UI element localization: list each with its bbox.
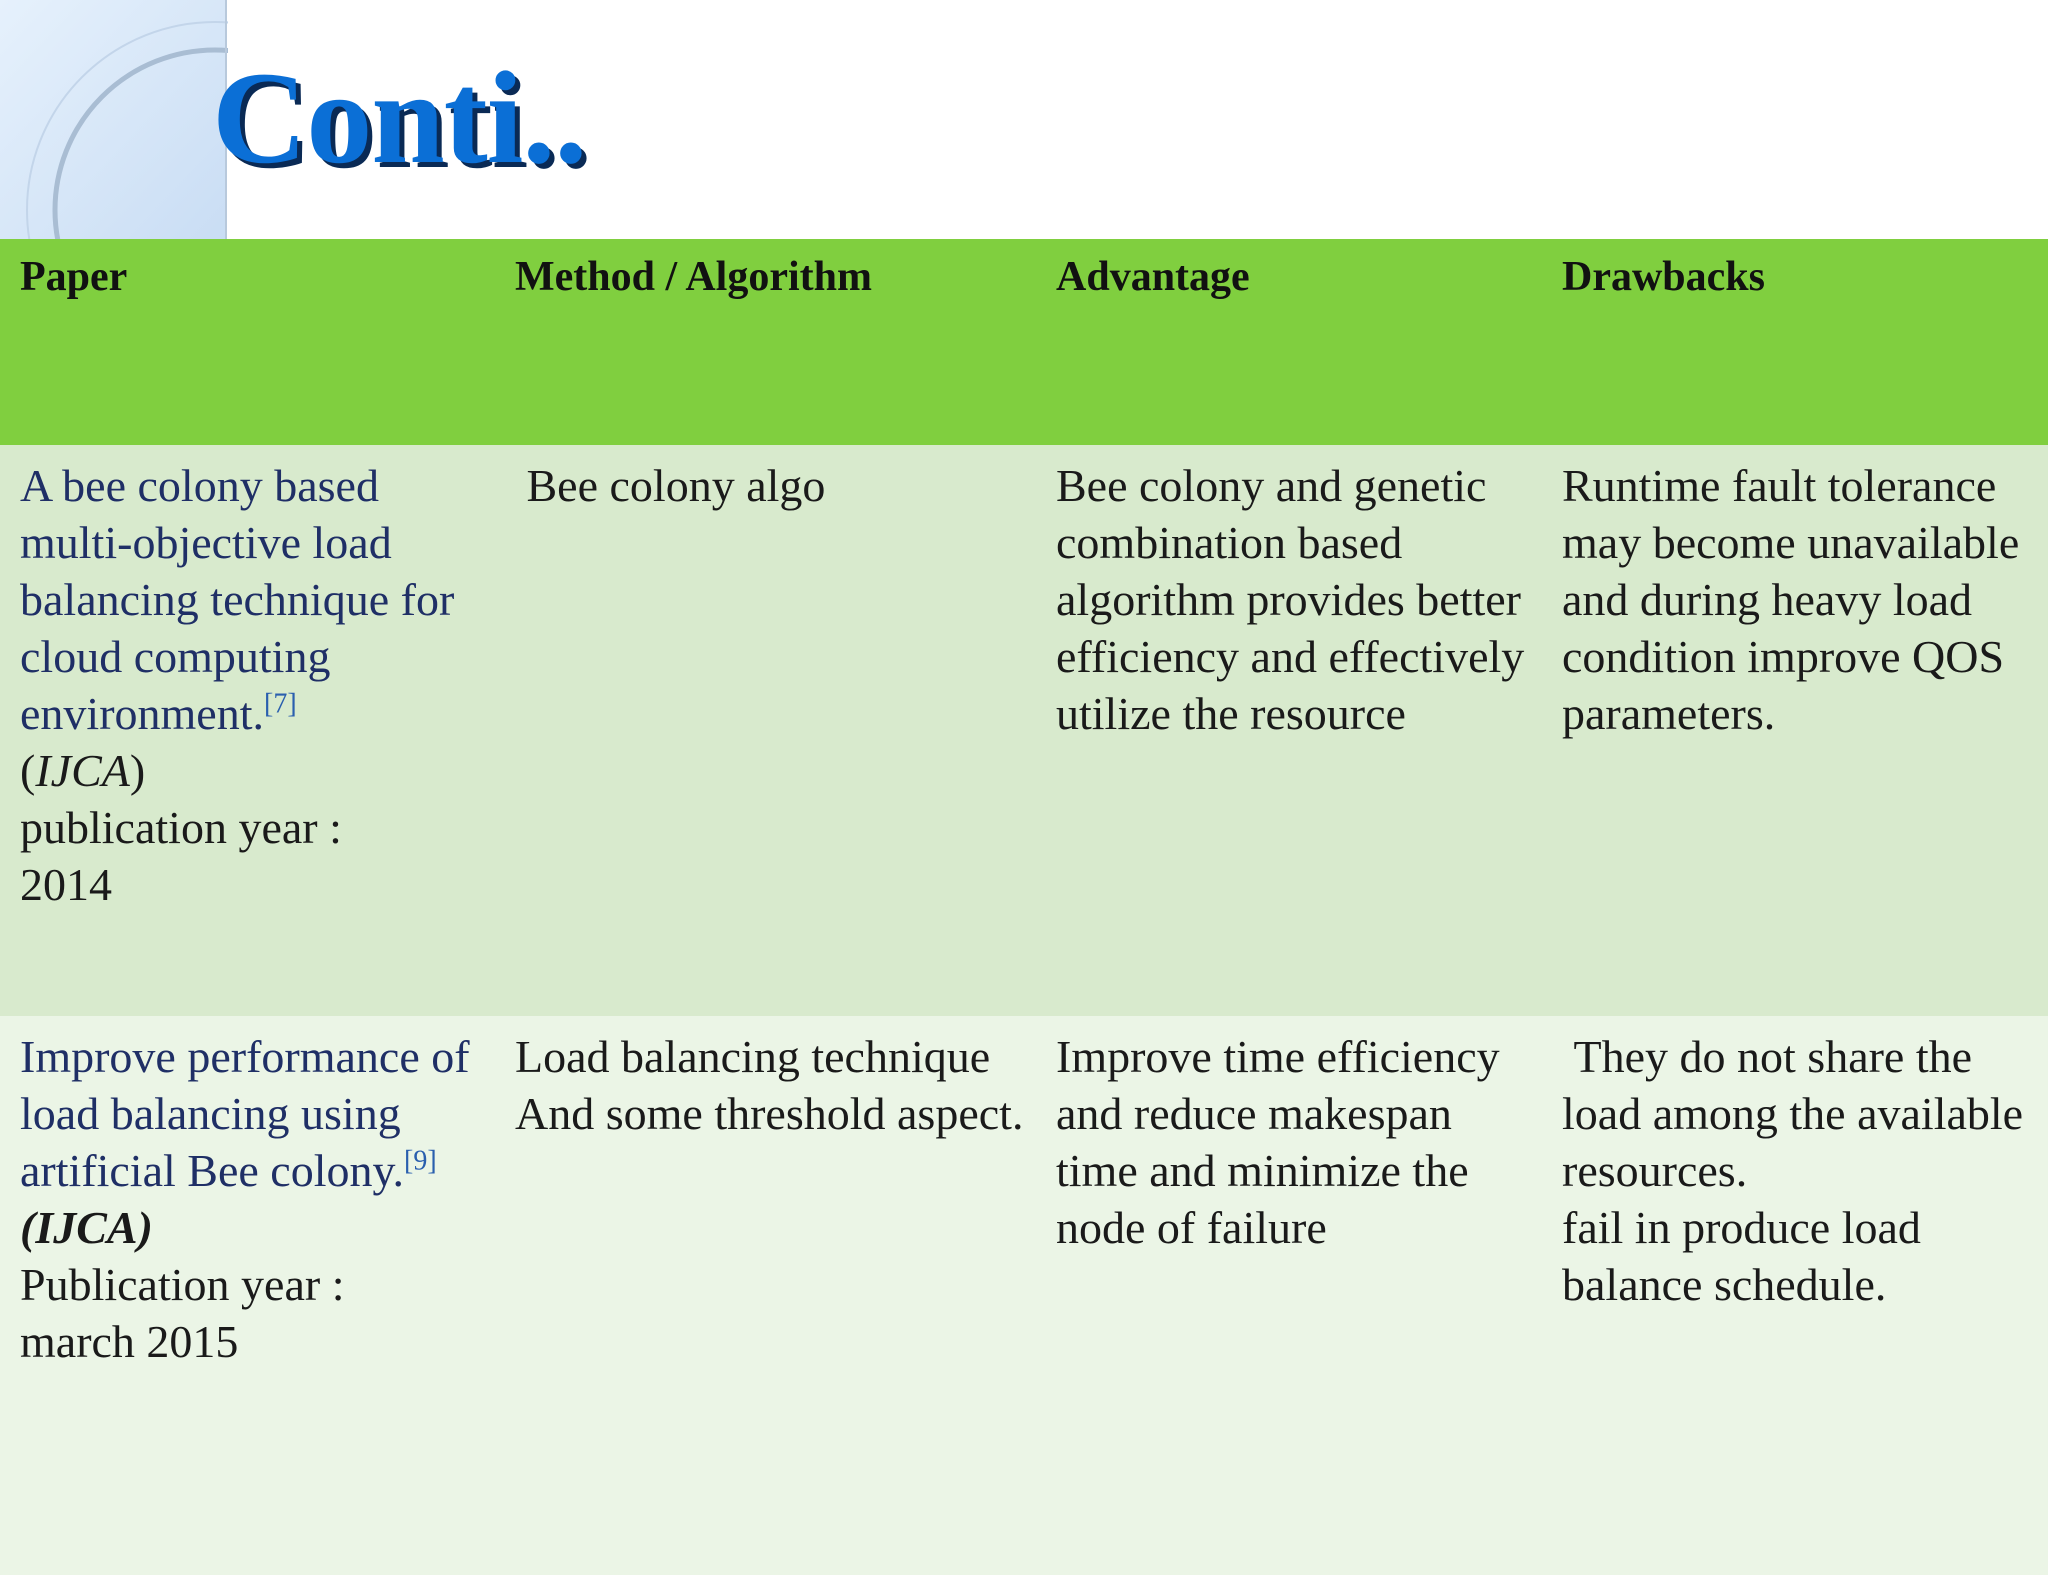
header-paper: Paper: [0, 239, 495, 445]
paper-title: Improve performance of load balancing using artificial Bee colony.: [20, 1031, 470, 1196]
venue-close-paren: ): [129, 745, 146, 796]
method-line: Load balancing technique: [515, 1031, 991, 1082]
table-row: [0, 1016, 2048, 1575]
venue: (IJCA): [20, 1202, 153, 1253]
slide-title: Conti..: [212, 44, 587, 191]
corner-decoration: [0, 0, 228, 240]
advantage-cell: Bee colony and genetic combination based algorithm provides better efficiency and effectively utilize the resource: [1036, 445, 1542, 1016]
method-cell: [495, 445, 1036, 1016]
header-method: Method / Algorithm: [495, 239, 1036, 445]
table-row: [0, 445, 2048, 1016]
publication-label: Publication year :: [20, 1259, 345, 1310]
drawbacks-cell: Runtime fault tolerance may become unavailable and during heavy load condition improve QOS parameters.: [1542, 445, 2048, 1016]
method-line: And some threshold aspect.: [515, 1088, 1024, 1139]
header-advantage: Advantage: [1036, 239, 1542, 445]
venue-open-paren: (: [20, 745, 36, 796]
header-drawbacks: Drawbacks: [1542, 239, 2048, 445]
paper-title: A bee colony based multi-objective load balancing technique for cloud computing environment.: [20, 460, 455, 739]
venue: IJCA: [35, 745, 130, 796]
method-text: Bee colony algo: [515, 460, 826, 511]
venue-line: [20, 742, 485, 799]
citation-ref: [9]: [404, 1145, 437, 1177]
publication-value: 2014: [20, 859, 112, 910]
drawbacks-line: fail in produce load balance schedule.: [1562, 1202, 1921, 1310]
citation-ref: [7]: [264, 688, 297, 720]
corner-arc-graphic: [0, 0, 228, 240]
paper-cell: [0, 445, 495, 1016]
advantage-cell: Improve time efficiency and reduce makespan time and minimize the node of failure: [1036, 1016, 1542, 1575]
drawbacks-cell: [1542, 1016, 2048, 1575]
literature-table: [0, 239, 2048, 1575]
publication-label: publication year :: [20, 802, 342, 853]
method-cell: [495, 1016, 1036, 1575]
drawbacks-line: They do not share the load among the available resources.: [1562, 1031, 2035, 1196]
paper-cell: [0, 1016, 495, 1575]
publication-value: march 2015: [20, 1316, 239, 1367]
table-header-row: [0, 239, 2048, 445]
